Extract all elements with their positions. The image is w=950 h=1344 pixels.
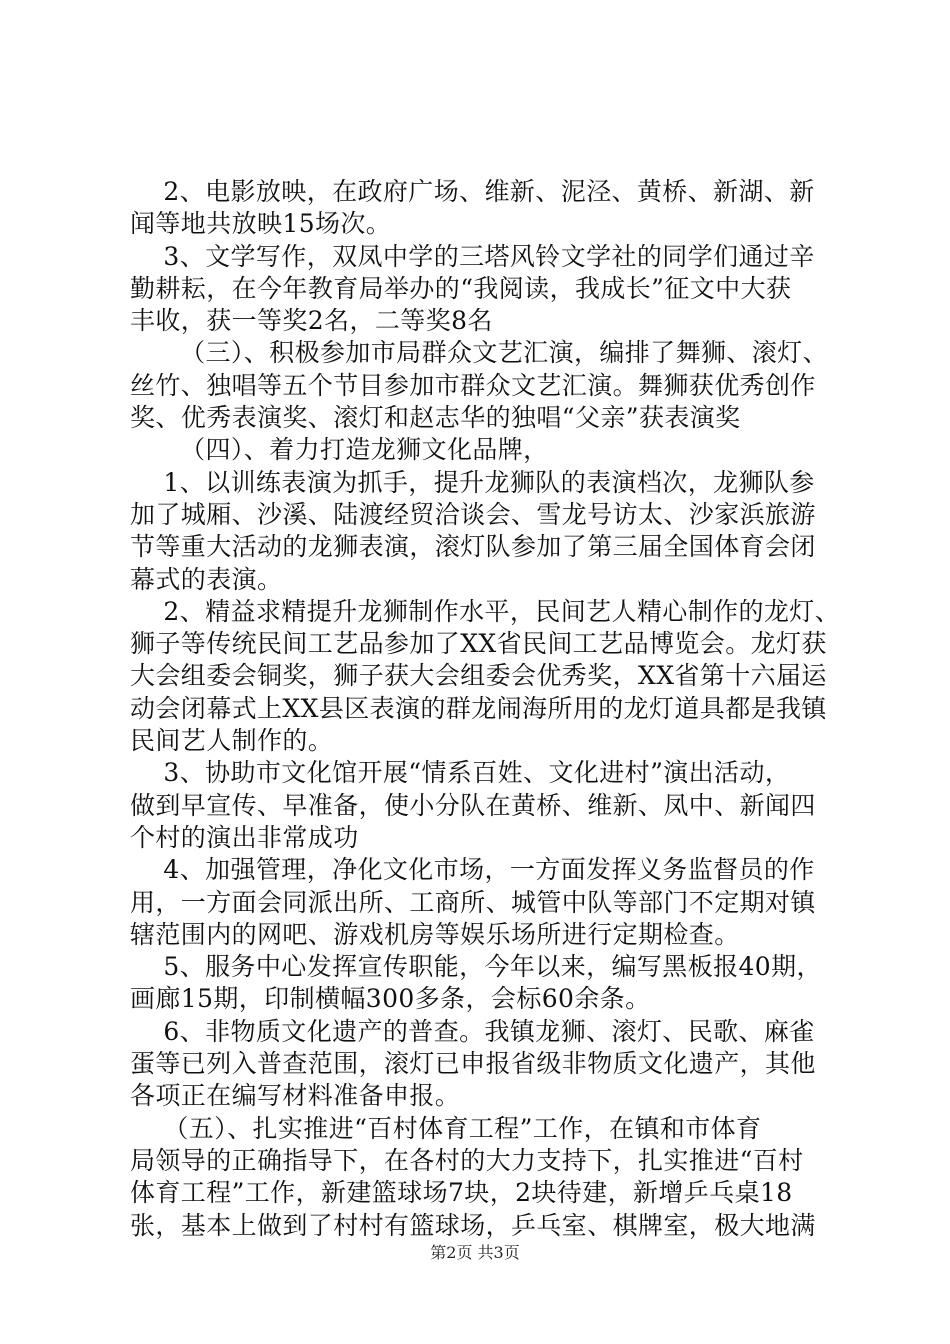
text-line: 勤耕耘，在今年教育局举办的“我阅读，我成长”征文中大获	[130, 273, 792, 303]
text-line: 加了城厢、沙溪、陆渡经贸洽谈会、雪龙号访太、沙家浜旅游	[130, 499, 816, 529]
text-line: 闻等地共放映15场次。	[130, 209, 392, 239]
text-line: 体育工程”工作，新建篮球场7块，2块待建，新增乒乓桌18	[130, 1178, 793, 1208]
text-line: （五）、扎实推进“百村体育工程”工作，在镇和市体育	[130, 1113, 762, 1143]
text-line: 动会闭幕式上XX县区表演的群龙闹海所用的龙灯道具都是我镇	[130, 693, 827, 723]
text-line: 辖范围内的网吧、游戏机房等娱乐场所进行定期检查。	[130, 919, 740, 949]
text-line: 2、电影放映，在政府广场、维新、泥泾、黄桥、新湖、新	[130, 177, 815, 206]
text-line: 用，一方面会同派出所、工商所、城管中队等部门不定期对镇	[130, 887, 816, 917]
text-line: 张，基本上做到了村村有篮球场，乒乓室、棋牌室，极大地满	[130, 1210, 816, 1240]
text-line: 1、以训练表演为抓手，提升龙狮队的表演档次，龙狮队参	[130, 467, 815, 497]
text-line: 3、协助市文化馆开展“情系百姓、文化进村”演出活动，	[130, 758, 791, 788]
page-footer: 第2页 共3页	[430, 1243, 520, 1262]
text-line: 蛋等已列入普查范围，滚灯已申报省级非物质文化遗产，其他	[130, 1049, 816, 1079]
text-line: （四）、着力打造龙狮文化品牌，	[130, 435, 549, 465]
text-line: 6、非物质文化遗产的普查。我镇龙狮、滚灯、民歌、麻雀	[130, 1016, 815, 1046]
text-line: 做到早宣传、早准备，使小分队在黄桥、维新、凤中、新闻四	[130, 790, 816, 820]
text-line: 节等重大活动的龙狮表演，滚灯队参加了第三届全国体育会闭	[130, 532, 816, 562]
text-line: 民间艺人制作的。	[130, 726, 334, 756]
text-line: 狮子等传统民间工艺品参加了XX省民间工艺品博览会。龙灯获	[130, 629, 827, 659]
text-line: 2、精益求精提升龙狮制作水平，民间艺人精心制作的龙灯、	[130, 596, 841, 626]
text-line: 5、服务中心发挥宣传职能，今年以来，编写黑板报40期，	[130, 952, 822, 982]
text-line: 大会组委会铜奖，狮子获大会组委会优秀奖，XX省第十六届运	[130, 661, 827, 691]
document-body	[130, 176, 841, 1242]
text-line: 幕式的表演。	[130, 564, 283, 594]
text-line: 个村的演出非常成功	[130, 822, 359, 852]
text-line: （三）、积极参加市局群众文艺汇演，编排了舞狮、滚灯、	[130, 338, 828, 368]
text-line: 丝竹、独唱等五个节目参加市群众文艺汇演。舞狮获优秀创作	[130, 370, 816, 400]
text-line: 画廊15期，印制横幅300多条，会标60余条。	[130, 984, 651, 1014]
text-line: 3、文学写作，双凤中学的三塔风铃文学社的同学们通过辛	[130, 241, 815, 271]
text-line: 奖、优秀表演奖、滚灯和赵志华的独唱“父亲”获表演奖	[130, 403, 741, 433]
text-line: 各项正在编写材料准备申报。	[130, 1081, 461, 1111]
text-line: 丰收，获一等奖2名，二等奖8名	[130, 306, 493, 336]
text-line: 局领导的正确指导下，在各村的大力支持下，扎实推进“百村	[130, 1145, 804, 1175]
text-line: 4、加强管理，净化文化市场，一方面发挥义务监督员的作	[130, 855, 815, 885]
